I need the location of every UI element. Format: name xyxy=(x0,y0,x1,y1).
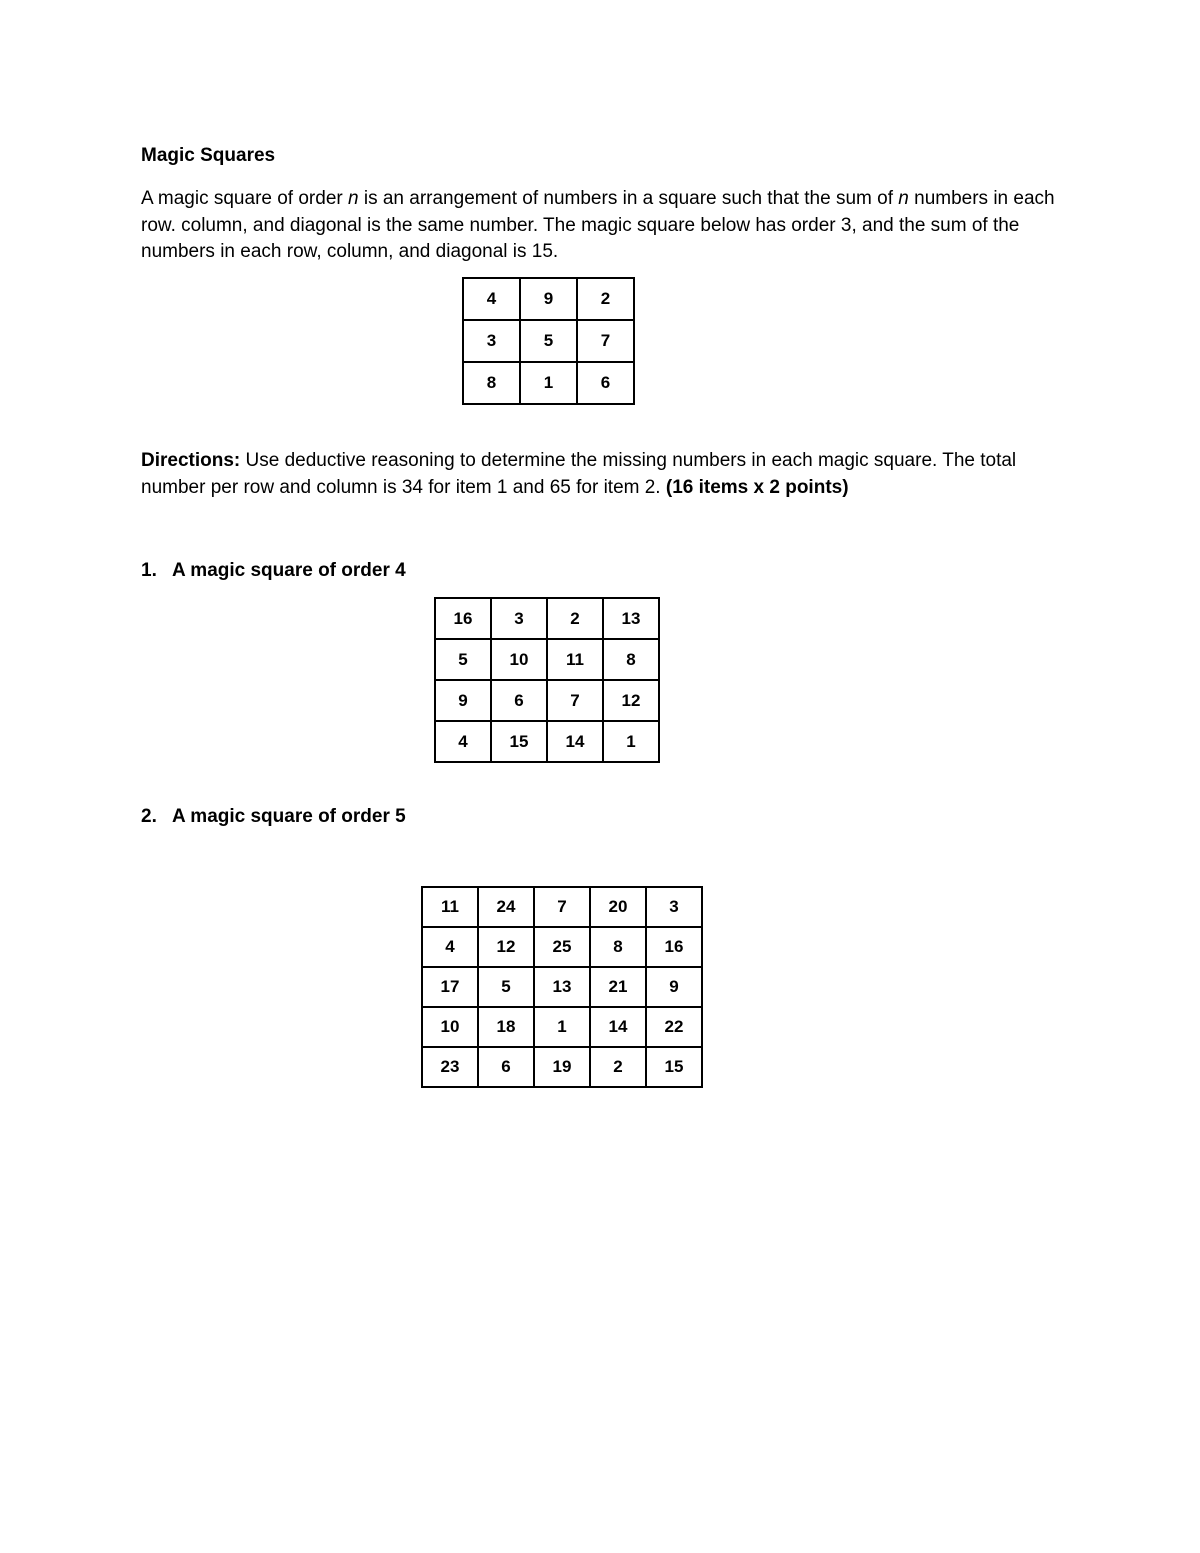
directions-label: Directions: xyxy=(141,450,241,471)
square-cell: 9 xyxy=(435,680,491,721)
square-row xyxy=(422,967,702,1007)
square-cell: 5 xyxy=(478,967,534,1007)
square-cell: 16 xyxy=(646,927,702,967)
example-magic-square xyxy=(462,277,635,405)
square-cell: 14 xyxy=(590,1007,646,1047)
square-cell: 12 xyxy=(478,927,534,967)
square-cell: 16 xyxy=(435,598,491,639)
square-cell: 5 xyxy=(520,320,577,362)
square-cell: 2 xyxy=(547,598,603,639)
square-cell: 6 xyxy=(478,1047,534,1087)
directions-text: Use deductive reasoning to determine the missing numbers in each magic square. The total number per row and column is 34 for item 1 and 65 for item 2. xyxy=(141,450,1017,498)
square-cell: 15 xyxy=(491,721,547,762)
square-cell: 23 xyxy=(422,1047,478,1087)
square-cell: 8 xyxy=(603,639,659,680)
square-row xyxy=(422,887,702,927)
intro-text-3: numbers in each row. column, and diagonal is the same number. The magic square below has order 3, and the sum of the numbers in each row, column, and diagonal is 15. xyxy=(141,188,1055,262)
intro-text-1: A magic square of order xyxy=(141,188,348,209)
square-row xyxy=(435,721,659,762)
square-cell: 3 xyxy=(491,598,547,639)
square-row xyxy=(463,320,634,362)
order-5-magic-square xyxy=(421,886,703,1088)
item-2-heading xyxy=(141,806,406,828)
square-cell: 7 xyxy=(547,680,603,721)
square-row xyxy=(463,362,634,404)
square-cell: 4 xyxy=(463,278,520,320)
square-row xyxy=(435,680,659,721)
square-cell: 11 xyxy=(422,887,478,927)
square-cell: 1 xyxy=(603,721,659,762)
square-cell: 6 xyxy=(491,680,547,721)
square-cell: 8 xyxy=(463,362,520,404)
square-cell: 6 xyxy=(577,362,634,404)
square-cell: 25 xyxy=(534,927,590,967)
square-cell: 5 xyxy=(435,639,491,680)
square-cell: 20 xyxy=(590,887,646,927)
square-cell: 21 xyxy=(590,967,646,1007)
square-cell: 1 xyxy=(520,362,577,404)
square-cell: 2 xyxy=(577,278,634,320)
square-cell: 10 xyxy=(422,1007,478,1047)
square-cell: 13 xyxy=(603,598,659,639)
square-cell: 3 xyxy=(646,887,702,927)
square-cell: 15 xyxy=(646,1047,702,1087)
intro-text-2: is an arrangement of numbers in a square such that the sum of xyxy=(358,188,899,209)
directions-paragraph xyxy=(141,447,1071,501)
square-cell: 22 xyxy=(646,1007,702,1047)
square-cell: 1 xyxy=(534,1007,590,1047)
square-cell: 9 xyxy=(646,967,702,1007)
square-cell: 24 xyxy=(478,887,534,927)
item-number: 1. xyxy=(141,560,157,581)
square-cell: 12 xyxy=(603,680,659,721)
square-cell: 17 xyxy=(422,967,478,1007)
square-cell: 10 xyxy=(491,639,547,680)
square-cell: 18 xyxy=(478,1007,534,1047)
intro-n-variable: n xyxy=(348,188,359,209)
square-row xyxy=(435,639,659,680)
square-cell: 7 xyxy=(577,320,634,362)
page-title: Magic Squares xyxy=(141,145,276,166)
square-cell: 7 xyxy=(534,887,590,927)
item-label: A magic square of order 4 xyxy=(172,560,406,581)
square-cell: 19 xyxy=(534,1047,590,1087)
square-row xyxy=(422,1007,702,1047)
square-cell: 4 xyxy=(422,927,478,967)
square-row xyxy=(463,278,634,320)
square-cell: 14 xyxy=(547,721,603,762)
square-cell: 9 xyxy=(520,278,577,320)
order-4-magic-square xyxy=(434,597,660,763)
square-cell: 3 xyxy=(463,320,520,362)
square-row xyxy=(422,1047,702,1087)
item-1-heading xyxy=(141,560,406,582)
square-cell: 8 xyxy=(590,927,646,967)
intro-paragraph xyxy=(141,186,1071,266)
item-label: A magic square of order 5 xyxy=(172,806,406,827)
square-row xyxy=(435,598,659,639)
square-cell: 2 xyxy=(590,1047,646,1087)
intro-n-variable: n xyxy=(898,188,909,209)
square-cell: 13 xyxy=(534,967,590,1007)
square-row xyxy=(422,927,702,967)
square-cell: 4 xyxy=(435,721,491,762)
square-cell: 11 xyxy=(547,639,603,680)
directions-points: (16 items x 2 points) xyxy=(665,477,849,498)
item-number: 2. xyxy=(141,806,157,827)
